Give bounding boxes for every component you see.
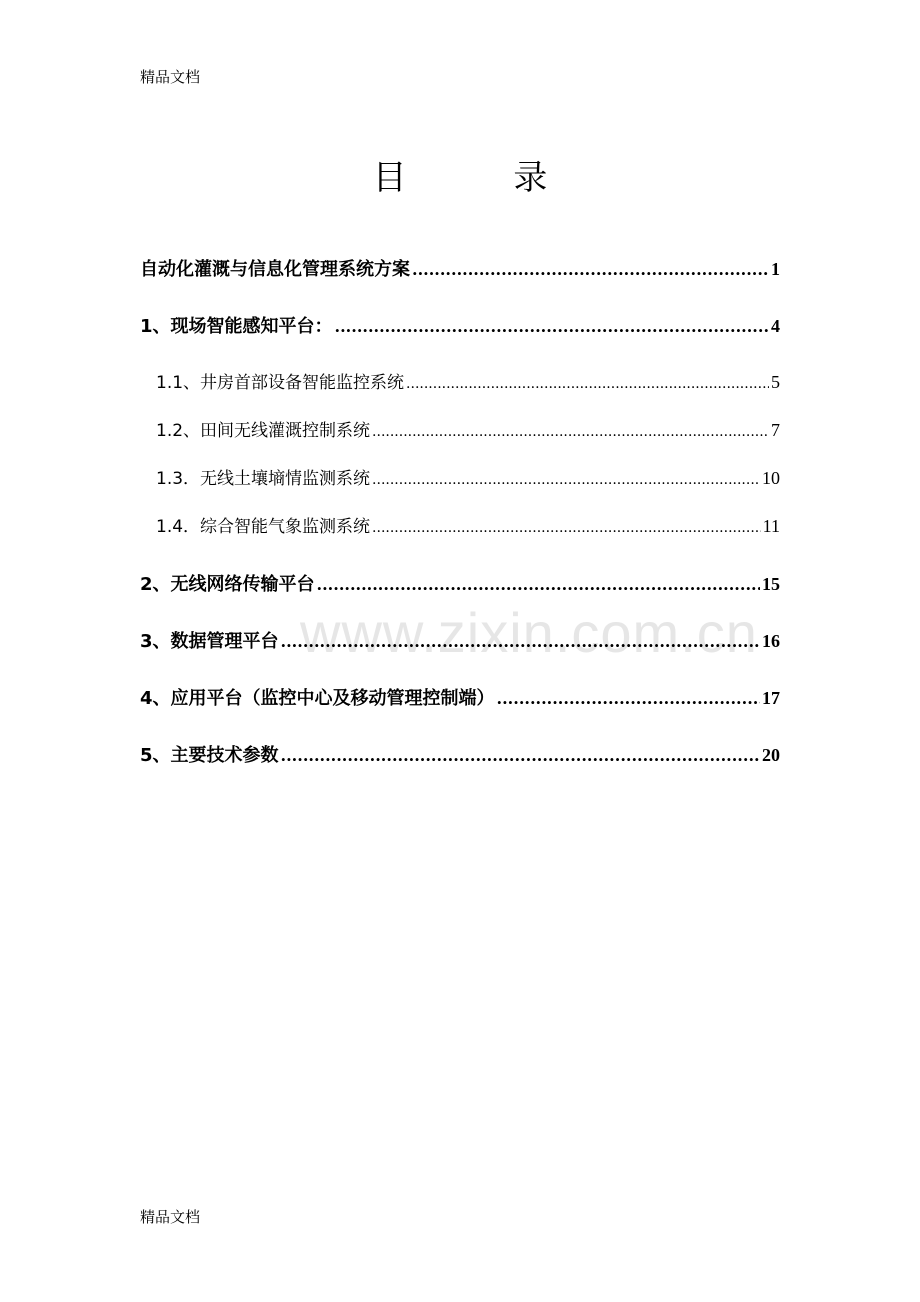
toc-page-number: 7	[771, 420, 780, 440]
toc-entry-text: 1、现场智能感知平台：	[140, 316, 333, 337]
toc-entry[interactable]	[156, 512, 780, 542]
toc-entry[interactable]	[140, 255, 780, 285]
toc-entry-text: 2、无线网络传输平台	[140, 574, 315, 595]
toc-entry[interactable]	[156, 464, 780, 494]
toc-entry[interactable]	[140, 741, 780, 771]
page-header: 精品文档	[140, 68, 201, 86]
toc-page-number: 5	[771, 372, 780, 392]
toc-leader-dots	[372, 472, 760, 488]
toc-entry[interactable]	[140, 570, 780, 600]
toc-entry[interactable]	[140, 627, 780, 657]
toc-page-number: 15	[762, 574, 780, 594]
page-footer: 精品文档	[140, 1208, 201, 1226]
watermark: www.zixin.com.cn	[300, 601, 758, 664]
toc-leader-dots	[335, 317, 769, 336]
toc-leader-dots	[372, 424, 769, 440]
toc-leader-dots	[412, 260, 769, 279]
toc-entry-text: 自动化灌溉与信息化管理系统方案	[140, 259, 410, 280]
toc-entry-text: 5、主要技术参数	[140, 745, 279, 766]
toc-entry-text: 4、应用平台（监控中心及移动管理控制端）	[140, 688, 495, 709]
page-title: 目 录	[372, 158, 596, 198]
toc-entry[interactable]	[140, 312, 780, 342]
toc-entry-text: 1.2、田间无线灌溉控制系统	[156, 421, 371, 441]
toc-entry[interactable]	[156, 416, 780, 446]
toc-leader-dots	[317, 575, 760, 594]
toc-leader-dots	[281, 746, 760, 765]
toc-page-number: 10	[762, 468, 780, 488]
toc-page-number: 17	[762, 688, 780, 708]
toc-entry-text: 3、数据管理平台	[140, 631, 279, 652]
toc-entry-text: 1.1、井房首部设备智能监控系统	[156, 373, 405, 393]
toc-page-number: 11	[762, 516, 780, 536]
toc-entry-text: 1.3．无线土壤墒情监测系统	[156, 469, 371, 489]
toc-page-number: 16	[762, 631, 780, 651]
toc-leader-dots	[497, 689, 760, 708]
toc-leader-dots	[406, 376, 769, 392]
toc-page-number: 4	[771, 316, 780, 336]
toc-entry[interactable]	[156, 368, 780, 398]
toc-entry-text: 1.4．综合智能气象监测系统	[156, 517, 371, 537]
toc-leader-dots	[372, 520, 761, 536]
toc-page-number: 1	[771, 259, 780, 279]
toc-leader-dots	[281, 632, 760, 651]
toc-entry[interactable]	[140, 684, 780, 714]
toc-page-number: 20	[762, 745, 780, 765]
